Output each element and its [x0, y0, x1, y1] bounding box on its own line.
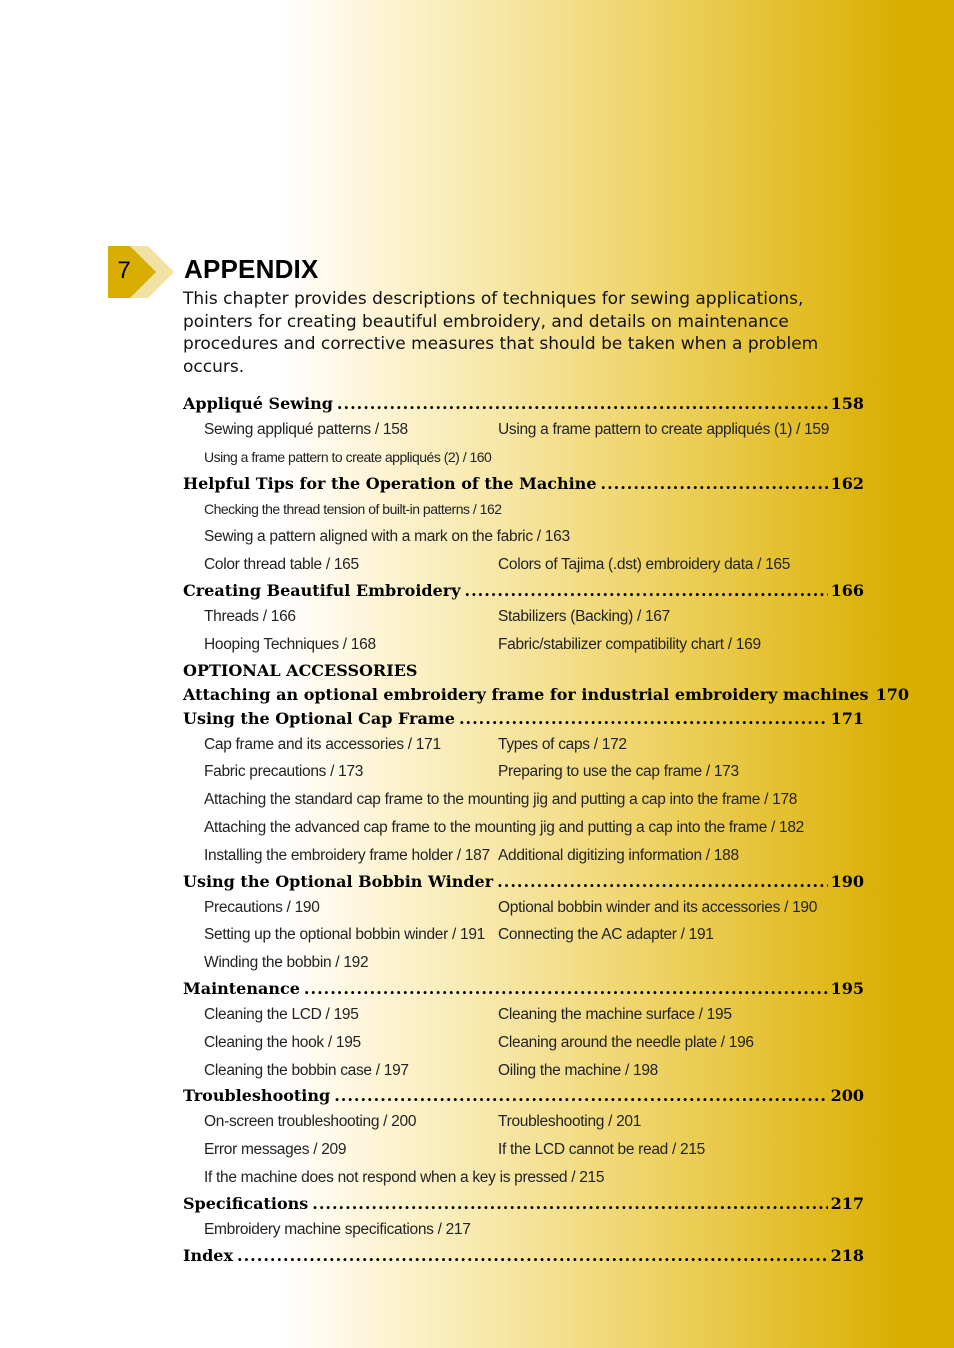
toc-subentry[interactable]: Attaching the standard cap frame to the mounting jig and putting a cap into the frame / 178 [204, 791, 798, 809]
toc-entry[interactable] [183, 392, 864, 416]
toc-entry-page: 218 [830, 1245, 864, 1265]
toc-entry-page: 195 [830, 978, 864, 998]
toc-subentry[interactable]: Installing the embroidery frame holder / 187 [204, 846, 490, 864]
toc-subentry[interactable]: Error messages / 209 [204, 1141, 347, 1159]
toc-subentry[interactable]: Embroidery machine specifications / 217 [204, 1220, 471, 1238]
toc-subentry[interactable]: Precautions / 190 [204, 898, 320, 916]
toc-subentry-row [183, 631, 864, 659]
toc-subentry-row [183, 444, 864, 472]
toc-subentry[interactable]: Fabric/stabilizer compatibility chart / 169 [498, 635, 761, 653]
dot-leader [601, 472, 828, 496]
toc-subentry[interactable]: Checking the thread tension of built-in patterns / 162 [204, 500, 502, 517]
dot-leader [334, 1084, 827, 1108]
toc-entry-page: 162 [830, 473, 864, 493]
toc-subentry[interactable]: Threads / 166 [204, 607, 296, 625]
toc-entry-title: Specifications [183, 1193, 309, 1213]
toc-entry-title: Maintenance [183, 978, 300, 998]
dot-leader [304, 977, 828, 1001]
toc-entry-page: 200 [830, 1086, 864, 1106]
toc-subentry-row [183, 1029, 864, 1057]
chapter-intro: This chapter provides descriptions of techniques for sewing applications, pointers for creating beautiful embroidery, and details on maintenance procedures and corrective measures that should be taken when a problem occurs. [183, 289, 819, 377]
toc-entry-page: 217 [830, 1193, 864, 1213]
toc-entry-page: 190 [830, 871, 864, 891]
toc-entry-title: Attaching an optional embroidery frame for industrial embroidery machines [183, 684, 869, 704]
toc-entry-title: Appliqué Sewing [183, 394, 333, 413]
toc-subentry[interactable]: Using a frame pattern to create appliqués (1) / 159 [498, 421, 830, 438]
toc-entry-page: 166 [830, 580, 864, 600]
toc-subentry[interactable]: Sewing a pattern aligned with a mark on the fabric / 163 [204, 528, 570, 546]
toc-subentry[interactable]: Winding the bobbin / 192 [204, 954, 369, 972]
toc-subentry-row [183, 523, 864, 551]
toc-entry[interactable] [183, 1084, 864, 1108]
toc-subentry[interactable]: Fabric precautions / 173 [204, 763, 364, 781]
dot-leader [312, 1192, 827, 1216]
toc-subentry[interactable]: Color thread table / 165 [204, 556, 359, 574]
toc-subentry[interactable]: Connecting the AC adapter / 191 [498, 926, 714, 944]
toc-entry-page: 158 [830, 394, 864, 413]
chapter-title: APPENDIX [184, 254, 319, 284]
toc-subentry[interactable]: Attaching the advanced cap frame to the mounting jig and putting a cap into the frame / 182 [204, 818, 804, 836]
toc-subentry-row [183, 731, 864, 759]
toc-entry-title: Troubleshooting [183, 1086, 331, 1106]
toc-subentry[interactable]: Preparing to use the cap frame / 173 [498, 763, 739, 781]
toc-subentry-row [183, 551, 864, 579]
toc-entry-page: 171 [830, 708, 864, 728]
toc-subentry-row [183, 786, 864, 814]
toc-section-heading: OPTIONAL ACCESSORIES [183, 660, 418, 680]
toc-subentry-row [183, 949, 864, 977]
toc-subentry[interactable]: Cleaning the bobbin case / 197 [204, 1061, 409, 1079]
toc-entry[interactable] [183, 870, 864, 894]
toc-subentry-row [183, 1108, 864, 1136]
dot-leader [237, 1244, 828, 1268]
toc-entry[interactable] [183, 579, 864, 603]
toc-subentry[interactable]: If the LCD cannot be read / 215 [498, 1141, 705, 1159]
toc-entry-page: 170 [875, 684, 909, 704]
toc-subentry[interactable]: On-screen troubleshooting / 200 [204, 1113, 417, 1131]
toc-entry-title: Using the Optional Cap Frame [183, 708, 455, 728]
toc-entry-title: Helpful Tips for the Operation of the Machine [183, 473, 597, 493]
toc-subentry[interactable]: Cleaning around the needle plate / 196 [498, 1033, 754, 1051]
toc-subentry[interactable]: Stabilizers (Backing) / 167 [498, 607, 670, 625]
dot-leader [465, 579, 828, 603]
toc-subentry-row [183, 758, 864, 786]
toc-subentry[interactable]: Cap frame and its accessories / 171 [204, 735, 441, 753]
chapter-tab [108, 245, 178, 299]
dot-leader [459, 707, 828, 731]
toc-subentry-row [183, 894, 864, 922]
dot-leader [497, 870, 827, 894]
toc-subentry[interactable]: If the machine does not respond when a key is pressed / 215 [204, 1168, 605, 1186]
toc-entry[interactable] [183, 683, 909, 707]
toc-subentry[interactable]: Hooping Techniques / 168 [204, 635, 376, 653]
toc-subentry[interactable]: Sewing appliqué patterns / 158 [204, 421, 408, 438]
toc-subentry-row [183, 1164, 864, 1192]
toc-subentry[interactable]: Cleaning the LCD / 195 [204, 1005, 359, 1023]
toc-subentry[interactable]: Oiling the machine / 198 [498, 1061, 658, 1079]
toc-entry[interactable] [183, 977, 864, 1001]
chapter-number: 7 [117, 257, 131, 284]
toc-entry-title: Creating Beautiful Embroidery [183, 580, 461, 600]
toc-entry[interactable] [183, 472, 864, 496]
toc-subentry[interactable]: Optional bobbin winder and its accessories / 190 [498, 898, 818, 916]
toc-entry[interactable] [183, 707, 864, 731]
toc-entry-title: Using the Optional Bobbin Winder [183, 871, 494, 891]
toc-subentry[interactable]: Troubleshooting / 201 [498, 1113, 642, 1131]
table-of-contents [183, 392, 909, 1268]
toc-entry-title: Index [183, 1245, 234, 1265]
toc-subentry-row [183, 603, 864, 631]
toc-subentry-row [183, 842, 864, 870]
toc-subentry-row [183, 1001, 864, 1029]
dot-leader [337, 392, 828, 416]
toc-subentry-row [183, 814, 864, 842]
toc-subentry[interactable]: Types of caps / 172 [498, 735, 627, 753]
toc-subentry[interactable]: Additional digitizing information / 188 [498, 846, 739, 864]
toc-subentry[interactable]: Colors of Tajima (.dst) embroidery data / 165 [498, 556, 791, 574]
toc-entry[interactable] [183, 1192, 864, 1216]
toc-entry[interactable] [183, 1244, 864, 1268]
toc-subentry-row [183, 1136, 864, 1164]
toc-subentry-row [183, 921, 864, 949]
toc-subentry-row [183, 1057, 864, 1085]
toc-subentry-row [183, 496, 864, 524]
toc-subentry[interactable]: Cleaning the hook / 195 [204, 1033, 361, 1051]
toc-subentry[interactable]: Using a frame pattern to create appliqués (2) / 160 [204, 448, 492, 465]
toc-subentry-row [183, 1216, 864, 1244]
toc-subentry[interactable]: Cleaning the machine surface / 195 [498, 1005, 732, 1023]
toc-subentry[interactable]: Setting up the optional bobbin winder / 191 [204, 926, 485, 944]
toc-subentry-row [183, 416, 864, 444]
